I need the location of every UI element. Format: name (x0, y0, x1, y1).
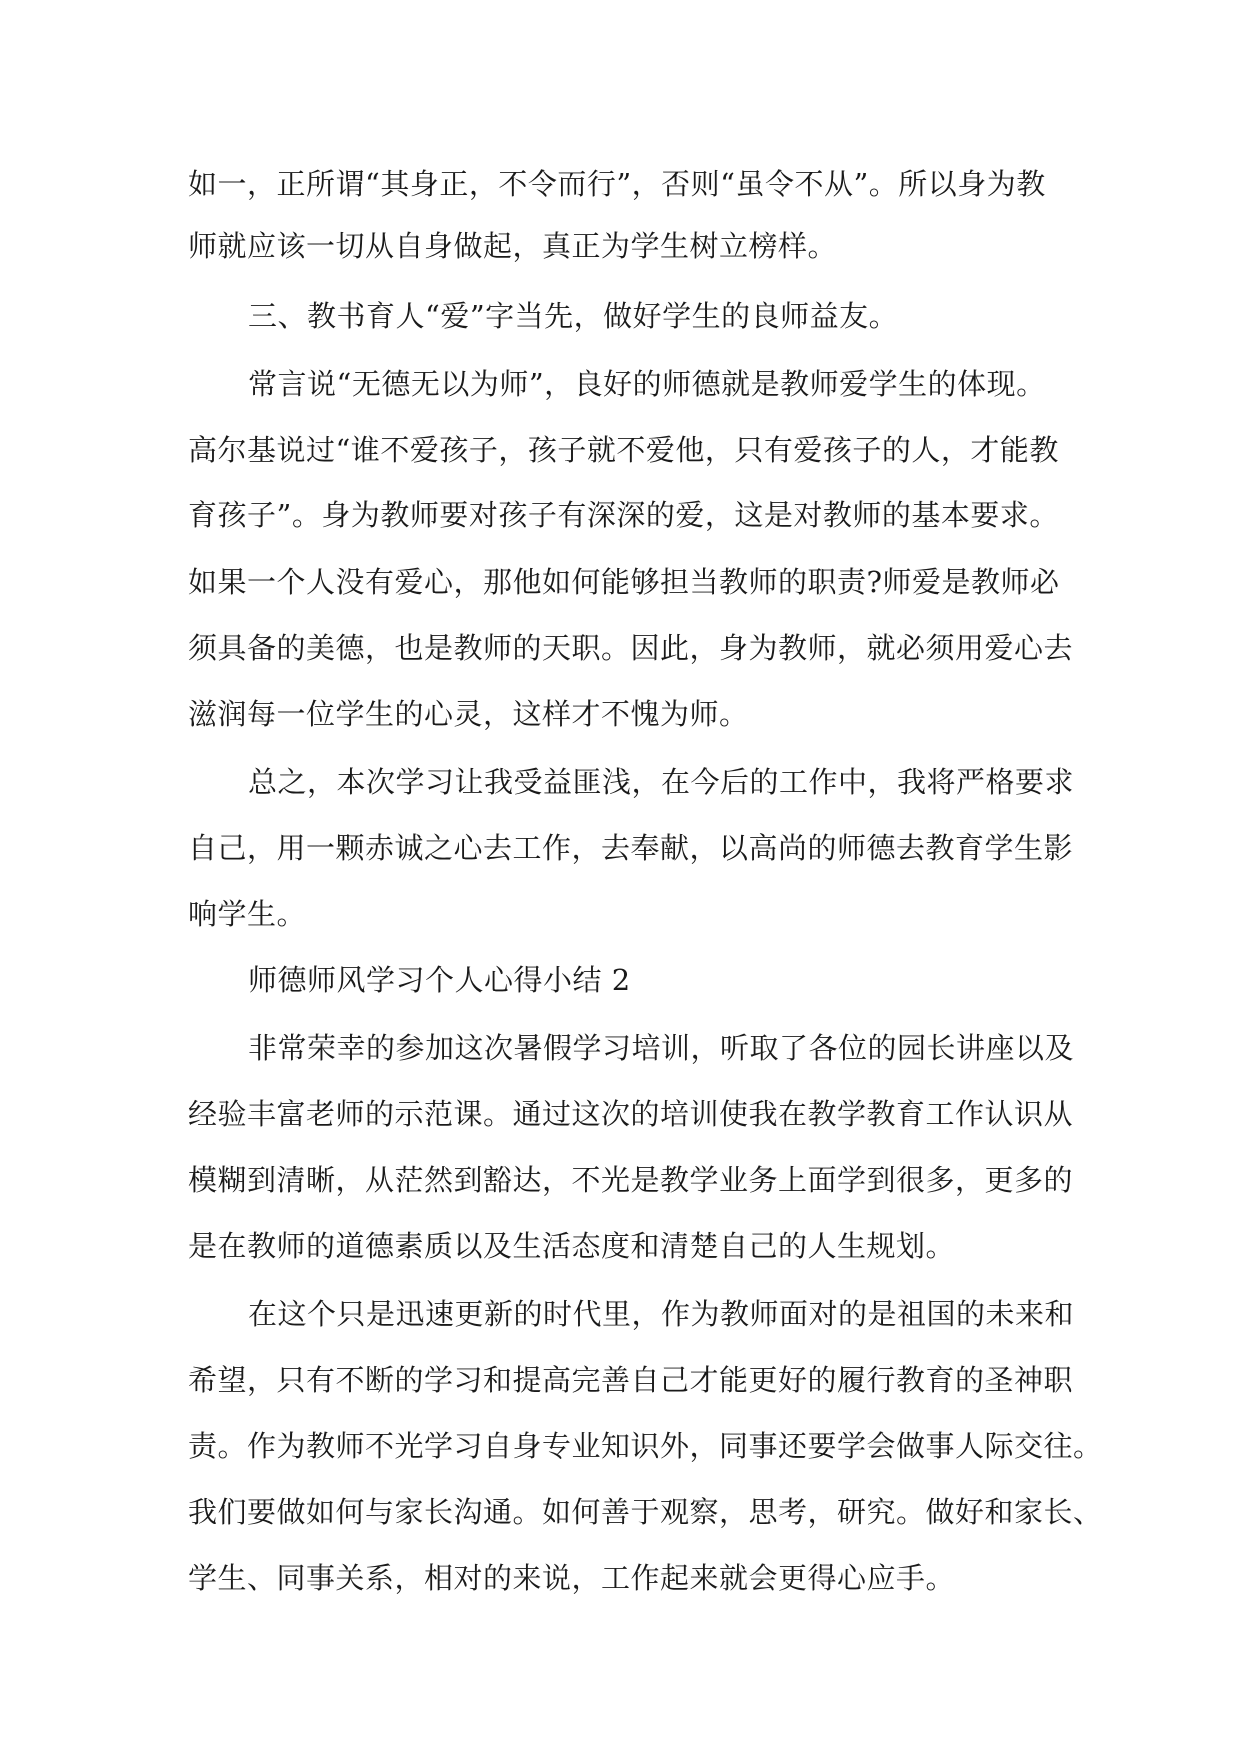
text-line: 高尔基说过“谁不爱孩子，孩子就不爱他，只有爱孩子的人，才能教 (188, 433, 1059, 467)
text-line: 师就应该一切从自身做起，真正为学生树立榜样。 (188, 229, 838, 263)
section-heading: 三、教书育人“爱”字当先，做好学生的良师益友。 (248, 299, 899, 333)
text-line: 自己，用一颗赤诚之心去工作，去奉献，以高尚的师德去教育学生影 (188, 831, 1074, 865)
text-line: 学生、同事关系，相对的来说，工作起来就会更得心应手。 (188, 1561, 956, 1595)
text-line: 须具备的美德，也是教师的天职。因此，身为教师，就必须用爱心去 (188, 631, 1074, 665)
text-line: 模糊到清晰，从茫然到豁达，不光是教学业务上面学到很多，更多的 (188, 1163, 1074, 1197)
text-line: 我们要做如何与家长沟通。如何善于观察，思考，研究。做好和家长、 (188, 1495, 1103, 1529)
text-line: 经验丰富老师的示范课。通过这次的培训使我在教学教育工作认识从 (188, 1097, 1074, 1131)
text-line: 非常荣幸的参加这次暑假学习培训，听取了各位的园长讲座以及 (248, 1031, 1075, 1065)
text-line: 希望，只有不断的学习和提高完善自己才能更好的履行教育的圣神职 (188, 1363, 1074, 1397)
text-line: 责。作为教师不光学习自身专业知识外，同事还要学会做事人际交往。 (188, 1429, 1103, 1463)
text-line: 是在教师的道德素质以及生活态度和清楚自己的人生规划。 (188, 1229, 956, 1263)
text-line: 育孩子”。身为教师要对孩子有深深的爱，这是对教师的基本要求。 (188, 498, 1059, 532)
text-line: 常言说“无德无以为师”，良好的师德就是教师爱学生的体现。 (248, 367, 1046, 401)
section-title: 师德师风学习个人心得小结 2 (248, 963, 631, 997)
text-line: 响学生。 (188, 897, 307, 931)
text-line: 在这个只是迅速更新的时代里，作为教师面对的是祖国的未来和 (248, 1297, 1075, 1331)
text-line: 如果一个人没有爱心，那他如何能够担当教师的职责?师爱是教师必 (188, 565, 1060, 599)
text-line: 如一，正所谓“其身正，不令而行”，否则“虽令不从”。所以身为教 (188, 167, 1046, 201)
text-line: 总之，本次学习让我受益匪浅，在今后的工作中，我将严格要求 (248, 765, 1075, 799)
text-line: 滋润每一位学生的心灵，这样才不愧为师。 (188, 697, 749, 731)
